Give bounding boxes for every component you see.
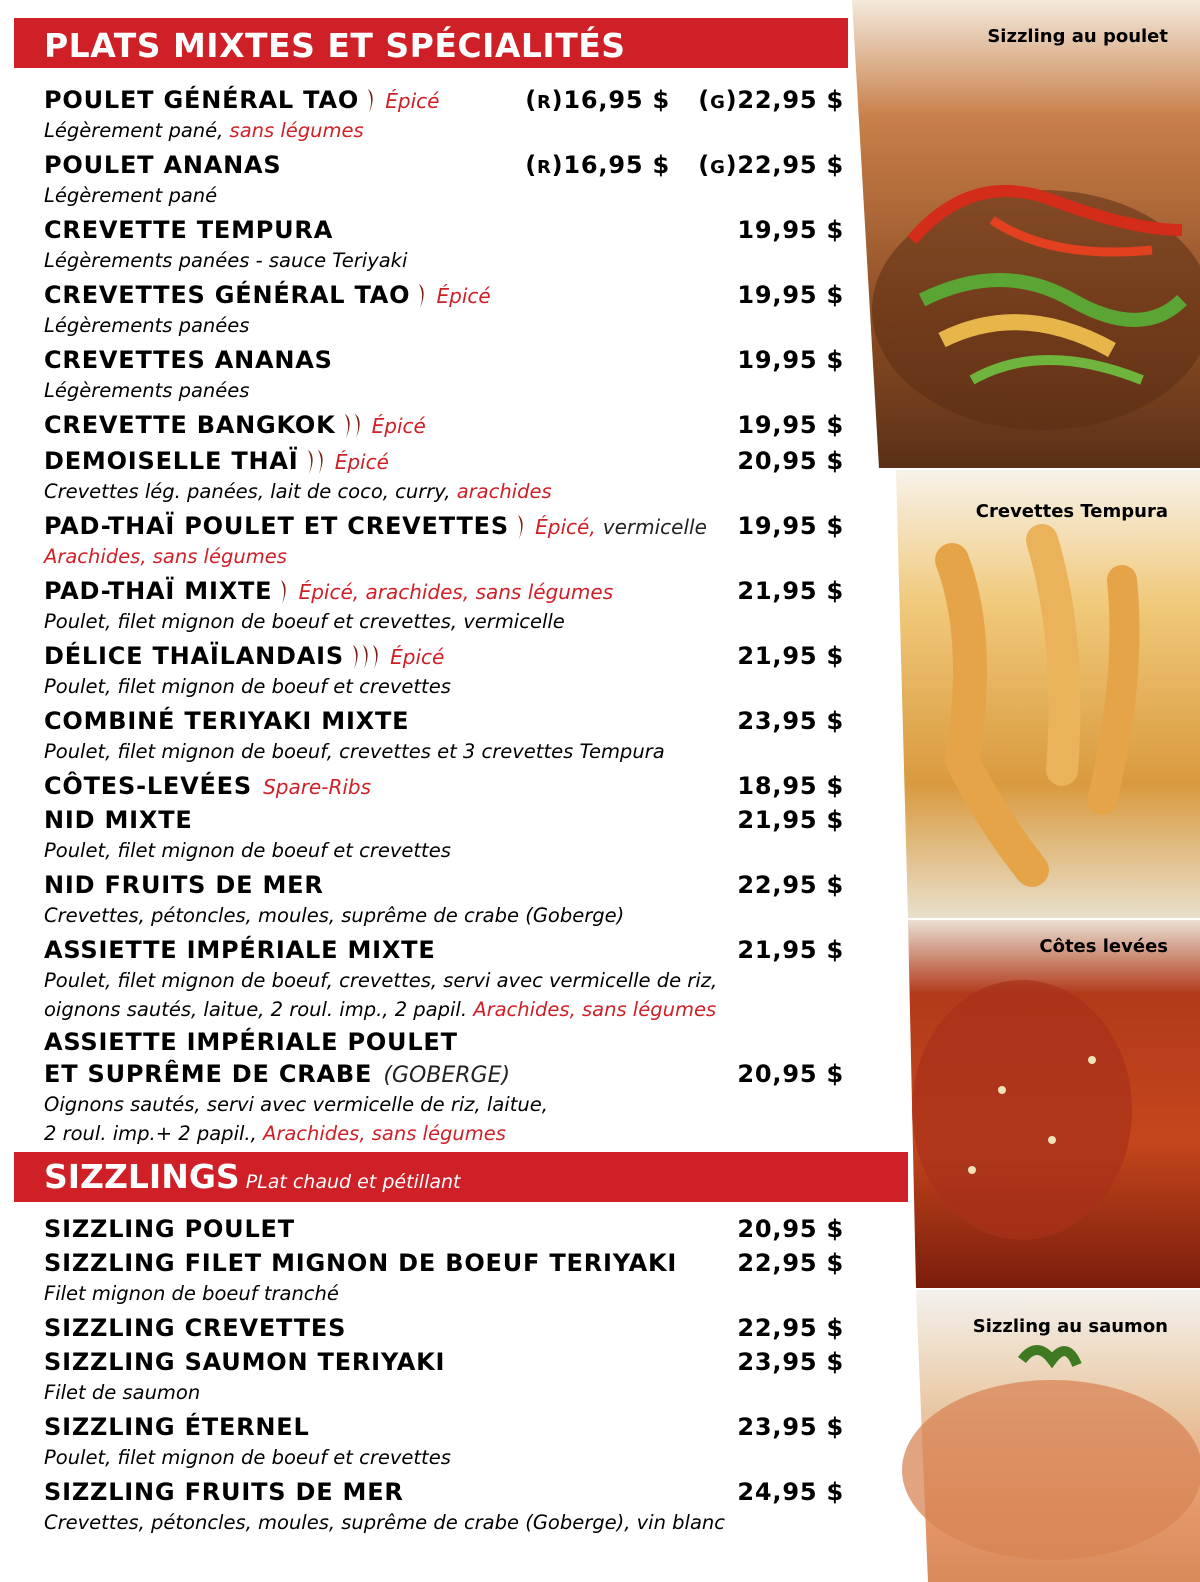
- item-price: 20,95 $: [737, 447, 844, 475]
- item-tag: Épicé: [385, 89, 440, 113]
- menu-item: [44, 510, 844, 571]
- item-tag-secondary: vermicelle: [602, 515, 707, 539]
- menu-section-sizzlings: [44, 1213, 844, 1537]
- item-description: Légèrements panées: [44, 314, 250, 337]
- section-subtitle: PLat chaud et pétillant: [245, 1171, 461, 1193]
- menu-item: [44, 804, 844, 865]
- item-price: 23,95 $: [737, 1348, 844, 1376]
- item-price: 23,95 $: [737, 1413, 844, 1441]
- item-price: 23,95 $: [737, 707, 844, 735]
- item-price: 21,95 $: [737, 806, 844, 834]
- item-name: NID FRUITS DE MER: [44, 871, 324, 899]
- photo-column: [852, 0, 1200, 1582]
- menu-item: [44, 575, 844, 636]
- item-tag: Épicé: [390, 645, 445, 669]
- chili-pepper-icon: [351, 644, 359, 670]
- menu-item: [44, 409, 844, 441]
- item-description: Légèrements panées: [44, 379, 250, 402]
- photo-caption: Sizzling au saumon: [972, 1316, 1168, 1337]
- item-price: 18,95 $: [737, 772, 844, 800]
- chili-pepper-icon: [343, 413, 351, 439]
- item-description: Poulet, filet mignon de boeuf et crevettes, vermicelle: [44, 610, 565, 633]
- item-description: Légèrement pané: [44, 184, 218, 207]
- item-tag: Épicé: [334, 450, 389, 474]
- item-description: Poulet, filet mignon de boeuf et crevettes: [44, 839, 451, 862]
- item-price: 21,95 $: [737, 642, 844, 670]
- item-name: ASSIETTE IMPÉRIALE MIXTE: [44, 936, 436, 964]
- menu-item: [44, 1213, 844, 1245]
- item-description: Crevettes lég. panées, lait de coco, curry, arachides: [44, 480, 552, 503]
- item-name: CREVETTE TEMPURA: [44, 216, 334, 244]
- menu-item: [44, 1411, 844, 1472]
- menu-item: [44, 149, 844, 210]
- menu-item: [44, 84, 844, 145]
- menu-item: [44, 445, 844, 506]
- item-name: SIZZLING ÉTERNEL: [44, 1413, 310, 1441]
- chili-pepper-icon: [366, 88, 374, 114]
- chili-pepper-icon: [279, 579, 287, 605]
- item-name: ASSIETTE IMPÉRIALE POULET: [44, 1028, 458, 1056]
- menu-item: [44, 1476, 844, 1537]
- item-name: NID MIXTE: [44, 806, 193, 834]
- item-name: CÔTES-LEVÉES: [44, 772, 252, 800]
- item-name: CREVETTES ANANAS: [44, 346, 333, 374]
- menu-item: [44, 1312, 844, 1344]
- item-price: 19,95 $: [737, 216, 844, 244]
- menu-item: [44, 1026, 844, 1148]
- item-price: 19,95 $: [737, 512, 844, 540]
- menu-item: [44, 869, 844, 930]
- item-description: Filet de saumon: [44, 1381, 201, 1404]
- item-tag: Épicé: [371, 414, 426, 438]
- item-description: Poulet, filet mignon de boeuf, crevettes, servi avec vermicelle de riz,: [44, 969, 718, 992]
- chili-pepper-icon: [306, 449, 314, 475]
- item-name: DÉLICE THAÏLANDAIS: [44, 642, 344, 670]
- item-name: SIZZLING POULET: [44, 1215, 295, 1243]
- item-price: 24,95 $: [737, 1478, 844, 1506]
- chili-pepper-icon: [361, 644, 369, 670]
- item-price: 22,95 $: [737, 1314, 844, 1342]
- item-name: SIZZLING FILET MIGNON DE BOEUF TERIYAKI: [44, 1249, 678, 1277]
- chili-pepper-icon: [353, 413, 361, 439]
- item-description: Crevettes, pétoncles, moules, suprême de crabe (Goberge): [44, 904, 625, 927]
- item-name: CREVETTE BANGKOK: [44, 411, 336, 439]
- menu-item: [44, 770, 844, 802]
- item-description: Crevettes, pétoncles, moules, suprême de crabe (Goberge), vin blanc: [44, 1511, 725, 1534]
- item-description: Poulet, filet mignon de boeuf et crevettes: [44, 1446, 451, 1469]
- item-name: SIZZLING FRUITS DE MER: [44, 1478, 404, 1506]
- chili-pepper-icon: [417, 283, 425, 309]
- section-title: PLATS MIXTES ET SPÉCIALITÉS: [44, 26, 626, 65]
- item-price-large: (G)22,95 $: [698, 86, 844, 114]
- item-tag: Spare-Ribs: [263, 775, 372, 799]
- menu-item: [44, 1247, 844, 1308]
- item-name: POULET ANANAS: [44, 151, 282, 179]
- item-tag: Épicé,: [535, 515, 596, 539]
- item-description: Poulet, filet mignon de boeuf et crevettes: [44, 675, 451, 698]
- item-name: SIZZLING SAUMON TERIYAKI: [44, 1348, 446, 1376]
- item-description-line2: 2 roul. imp.+ 2 papil., Arachides, sans légumes: [44, 1122, 506, 1145]
- section-banner-plats-mixtes: [14, 18, 848, 68]
- item-tag: (GOBERGE): [383, 1063, 511, 1088]
- item-price: 19,95 $: [737, 281, 844, 309]
- item-price: 22,95 $: [737, 1249, 844, 1277]
- item-name: PAD-THAÏ POULET ET CREVETTES: [44, 512, 509, 540]
- item-price-regular: (R)16,95 $: [525, 86, 670, 114]
- item-price-regular: (R)16,95 $: [525, 151, 670, 179]
- item-price: 20,95 $: [737, 1215, 844, 1243]
- item-name: DEMOISELLE THAÏ: [44, 447, 299, 475]
- item-name: POULET GÉNÉRAL TAO: [44, 86, 360, 114]
- menu-item: [44, 344, 844, 405]
- menu-item: [44, 1346, 844, 1407]
- item-description-line2: oignons sautés, laitue, 2 roul. imp., 2 papil. Arachides, sans légumes: [44, 998, 717, 1021]
- menu-item: [44, 705, 844, 766]
- item-description: Poulet, filet mignon de boeuf, crevettes et 3 crevettes Tempura: [44, 740, 665, 763]
- item-price-large: (G)22,95 $: [698, 151, 844, 179]
- item-price: 22,95 $: [737, 871, 844, 899]
- item-name: COMBINÉ TERIYAKI MIXTE: [44, 707, 410, 735]
- section-title: SIZZLINGS: [44, 1157, 240, 1196]
- menu-item: [44, 640, 844, 701]
- item-tag: Épicé: [436, 284, 491, 308]
- chili-pepper-icon: [516, 514, 524, 540]
- food-photos: [852, 0, 1200, 1582]
- item-description: Arachides, sans légumes: [44, 545, 287, 568]
- item-name-line2: ET SUPRÊME DE CRABE: [44, 1060, 373, 1088]
- item-price: 19,95 $: [737, 411, 844, 439]
- item-name: PAD-THAÏ MIXTE: [44, 577, 273, 605]
- item-price: 20,95 $: [737, 1060, 844, 1088]
- item-price: 21,95 $: [737, 577, 844, 605]
- item-description: Légèrement pané, sans légumes: [44, 119, 364, 142]
- item-name: CREVETTES GÉNÉRAL TAO: [44, 281, 411, 309]
- photo-caption: Côtes levées: [1039, 936, 1168, 957]
- menu-item: [44, 934, 844, 1024]
- chili-pepper-icon: [316, 449, 324, 475]
- chili-pepper-icon: [371, 644, 379, 670]
- item-description: Oignons sautés, servi avec vermicelle de riz, laitue,: [44, 1093, 548, 1116]
- section-banner-sizzlings: [14, 1152, 908, 1202]
- item-description: Légèrements panées - sauce Teriyaki: [44, 249, 408, 272]
- photo-caption: Crevettes Tempura: [975, 501, 1168, 522]
- item-name: SIZZLING CREVETTES: [44, 1314, 347, 1342]
- item-tag: Épicé, arachides, sans légumes: [298, 580, 614, 604]
- item-price: 19,95 $: [737, 346, 844, 374]
- item-description: Filet mignon de boeuf tranché: [44, 1282, 339, 1305]
- photo-caption: Sizzling au poulet: [987, 26, 1168, 47]
- menu-section-plats-mixtes: [44, 84, 844, 1148]
- item-price: 21,95 $: [737, 936, 844, 964]
- menu-item: [44, 279, 844, 340]
- menu-item: [44, 214, 844, 275]
